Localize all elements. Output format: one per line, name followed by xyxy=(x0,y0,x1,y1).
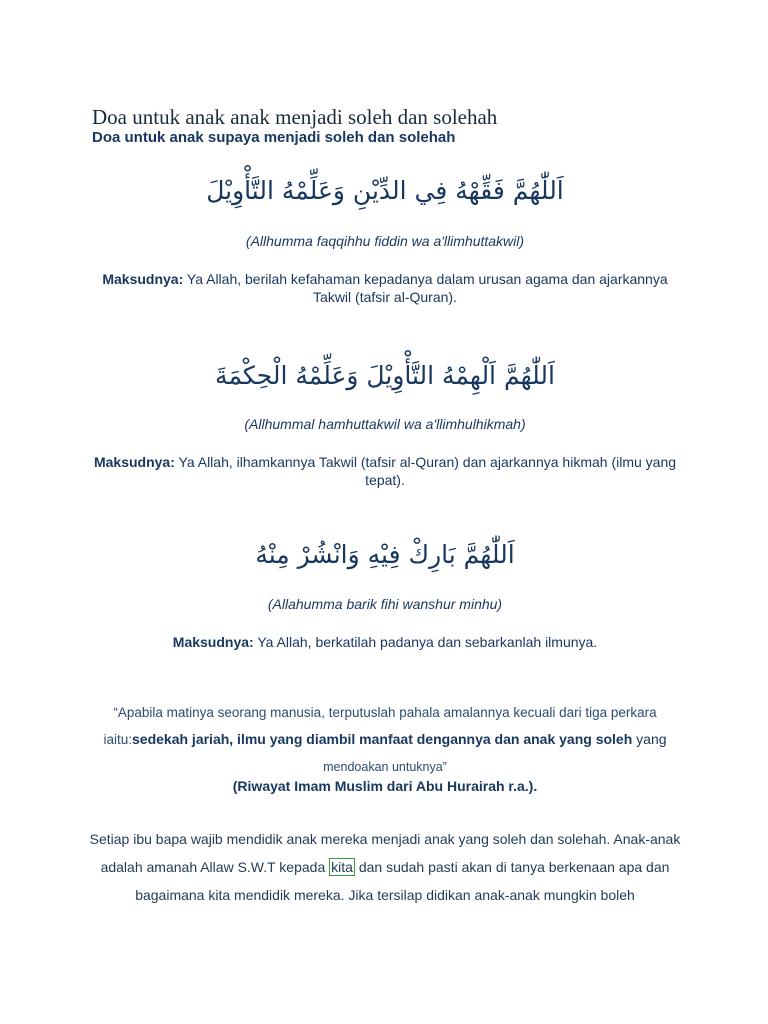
doa-2-meaning-label: Maksudnya: xyxy=(93,454,175,470)
doa-1-meaning-label: Maksudnya: xyxy=(102,271,184,287)
page-subtitle: Doa untuk anak supaya menjadi soleh dan solehah xyxy=(92,129,456,146)
hadith-quote xyxy=(80,699,690,779)
doa-3-arabic: اَللّٰهُمَّ بَارِكْ فِيْهِ وَانْشُرْ مِنْهُ xyxy=(255,540,515,569)
paragraph-text-before: Setiap ibu bapa wajib mendidik anak mereka menjadi anak yang soleh dan solehah. Anak-anak adalah amanah Allaw S.W.T kepada xyxy=(89,831,681,875)
doa-3-meaning xyxy=(82,633,688,651)
highlighted-word[interactable]: kita xyxy=(331,859,353,875)
doa-2-transliteration: (Allhummal hamhuttakwil wa a'llimhulhikmah) xyxy=(244,416,526,432)
doa-1-transliteration: (Allhumma faqqihhu fiddin wa a'llimhuttakwil) xyxy=(245,233,525,249)
doa-3-meaning-label: Maksudnya: xyxy=(172,634,254,650)
doa-1-arabic: اَللّٰهُمَّ فَقِّهْهُ فِي الدِّيْنِ وَعَلِّمْهُ التَّأْوِيْلَ xyxy=(206,176,564,205)
hadith-text-start: “Apabila matinya seorang manusia, terputuslah pahala amalannya kecuali dari tiga perkara iaitu: xyxy=(103,705,657,747)
doa-2-meaning-text: Ya Allah, ilhamkannya Takwil (tafsir al-Quran) dan ajarkannya hikmah (ilmu yang tepat). xyxy=(174,454,677,488)
doa-1-meaning xyxy=(82,270,688,306)
doa-2-arabic: اَللّٰهُمَّ اَلْهِمْهُ التَّأْوِيْلَ وَعَلِّمْهُ الْحِكْمَةَ xyxy=(215,361,555,390)
hadith-text-middle: yang xyxy=(632,731,667,747)
hadith-text-end: mendoakan untuknya” xyxy=(323,760,447,774)
hadith-source: (Riwayat Imam Muslim dari Abu Hurairah r.a.). xyxy=(232,778,538,794)
hadith-text-bold: sedekah jariah, ilmu yang diambil manfaat dengannya dan anak yang soleh xyxy=(132,731,633,747)
doa-3-transliteration: (Allahumma barik fihi wanshur minhu) xyxy=(267,596,503,612)
paragraph-text-after: dan sudah pasti akan di tanya berkenaan apa dan bagaimana kita mendidik mereka. Jika tersilap didikan anak-anak mungkin boleh xyxy=(135,859,670,903)
doa-3-meaning-text: Ya Allah, berkatilah padanya dan sebarkanlah ilmunya. xyxy=(253,634,598,650)
doa-2-meaning xyxy=(82,453,688,489)
body-paragraph xyxy=(86,825,684,909)
page-title: Doa untuk anak anak menjadi soleh dan solehah xyxy=(92,105,498,129)
doa-1-meaning-text: Ya Allah, berilah kefahaman kepadanya dalam urusan agama dan ajarkannya Takwil (tafsir al-Quran). xyxy=(183,271,668,305)
